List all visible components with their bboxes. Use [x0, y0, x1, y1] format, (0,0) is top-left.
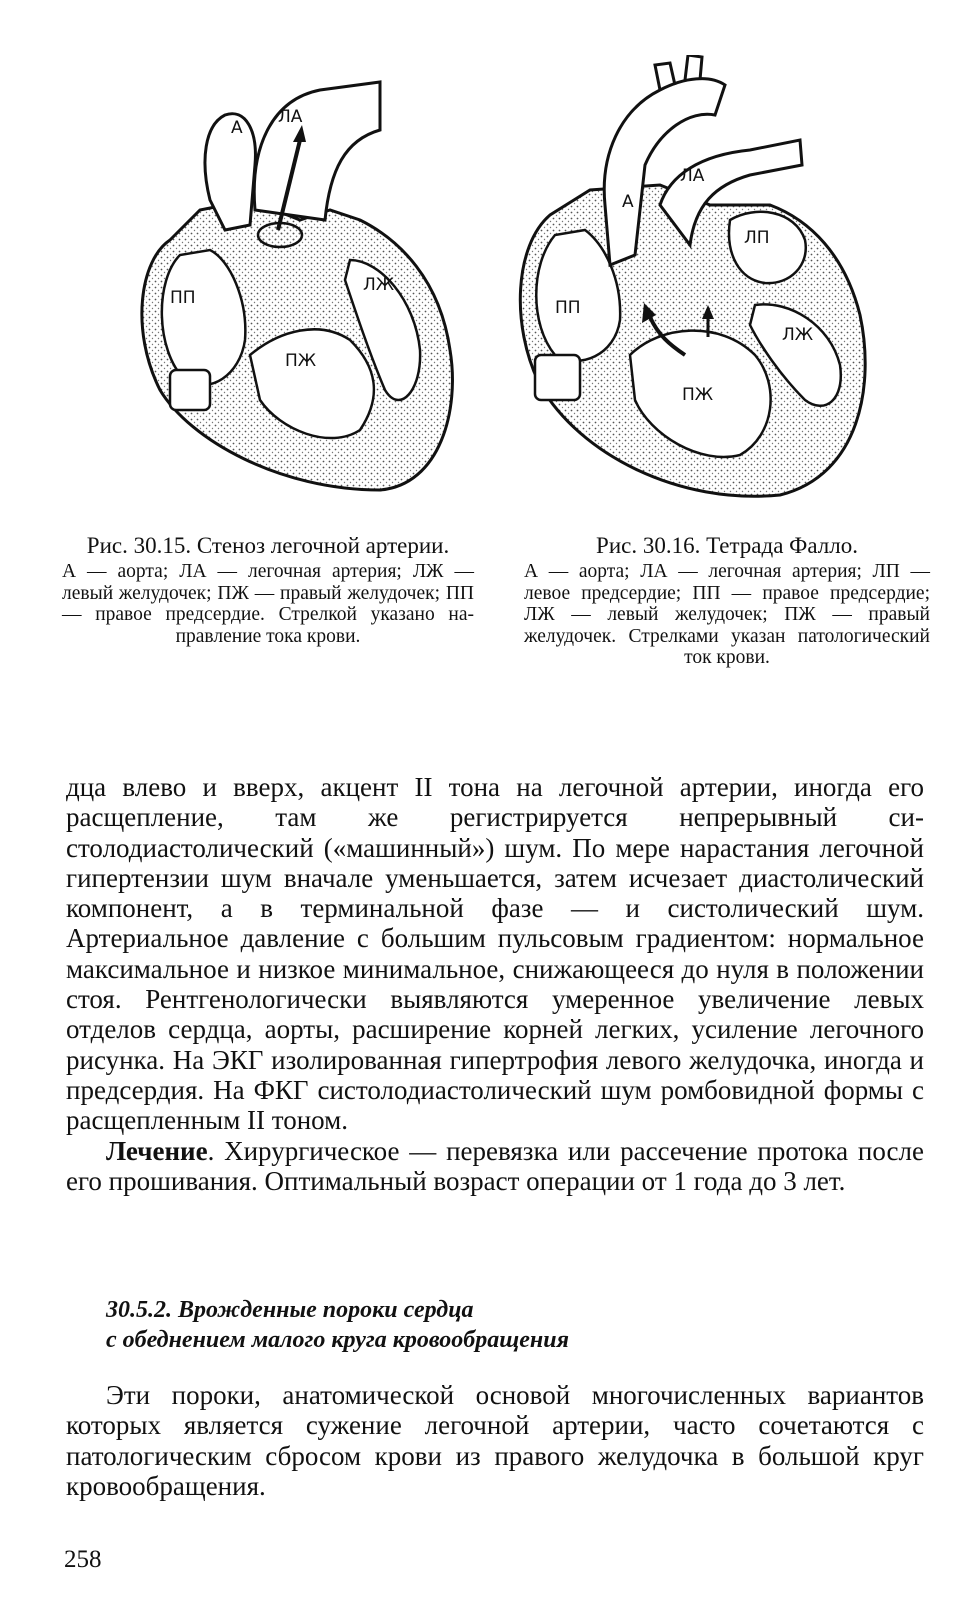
- label-right-atrium: ПП: [555, 298, 581, 318]
- body-text: [66, 772, 924, 1196]
- label-aorta: А: [622, 192, 634, 212]
- heart-diagram-1: [130, 70, 460, 520]
- caption-text: А — аорта; ЛА — легочная артерия; ЛЖ — левый желудочек; ПЖ — правый желудочек; ПП — правое предсердие. Стрелкой указано направление тока крови.: [62, 561, 474, 647]
- caption-title: Рис. 30.16. Тетрада Фалло.: [596, 533, 858, 558]
- vena-cava: [535, 355, 580, 400]
- treatment-label: Лечение: [106, 1135, 208, 1166]
- treatment-paragraph: [66, 1136, 924, 1197]
- section-heading: [106, 1295, 906, 1355]
- page-number: 258: [64, 1546, 102, 1573]
- caption-text: А — аорта; ЛА — легочная артерия; ЛП — левое предсердие; ПП — правое предсердие; ЛЖ — левый желудочек; ПЖ — правый желудочек. Стрелками указан патологический ток крови.: [524, 561, 930, 668]
- heart-diagram-2: [510, 55, 880, 515]
- label-aorta: А: [231, 118, 243, 138]
- label-pulmonary-artery: ЛА: [278, 107, 303, 127]
- figure-caption-1: [62, 532, 474, 647]
- label-left-atrium: ЛП: [744, 228, 770, 248]
- label-pulmonary-artery: ЛА: [680, 166, 705, 186]
- label-left-ventricle: ЛЖ: [782, 325, 814, 345]
- section-paragraph: Эти пороки, анатомической основой многочисленных вариантов которых является сужение легочной артерии, часто сочетаются с патологическим сбросом крови из правого желудочка в большой круг кровообращения.: [66, 1380, 924, 1501]
- section-heading-line-2: с обеднением малого круга кровообращения: [106, 1327, 569, 1353]
- figure-tetralogy-of-fallot: [510, 55, 880, 515]
- vena-cava: [170, 370, 210, 410]
- caption-title: Рис. 30.15. Стеноз легочной артерии.: [86, 533, 450, 558]
- label-right-ventricle: ПЖ: [682, 385, 714, 405]
- treatment-text: . Хирургическое — перевязка или рассечение протока после его прошивания. Оптимальный возраст операции от 1 года до 3 лет.: [66, 1135, 924, 1196]
- label-right-ventricle: ПЖ: [285, 351, 317, 371]
- pulmonary-artery: [254, 82, 380, 220]
- section-heading-line-1: 30.5.2. Врожденные пороки сердца: [106, 1297, 474, 1323]
- label-right-atrium: ПП: [170, 288, 196, 308]
- paragraph: дца влево и вверх, акцент II тона на легочной артерии, иногда его расщепление, там же регистрируется непрерывный систолодиастолический («машинный») шум. По мере нарастания легочной гипертензии шум вначале уменьшается, затем исчезает диастолический компонент, а в терминальной фазе — и систолический шум. Артериальное давление с большим пульсовым градиентом: нормальное максимальное и низкое минимальное, снижающееся до нуля в положении стоя. Рентгенологически выявляются умеренное увеличение левых отделов сердца, аорты, расширение корней легких, усиление легочного рисунка. На ЭКГ изолированная гипертрофия левого желудочка, иногда и предсердия. На ФКГ систолодиастолический шум ромбовидной формы с расщепленным II тоном.: [66, 772, 924, 1136]
- label-left-ventricle: ЛЖ: [363, 275, 395, 295]
- figure-pulmonary-stenosis: [130, 70, 460, 520]
- figure-caption-2: [524, 532, 930, 669]
